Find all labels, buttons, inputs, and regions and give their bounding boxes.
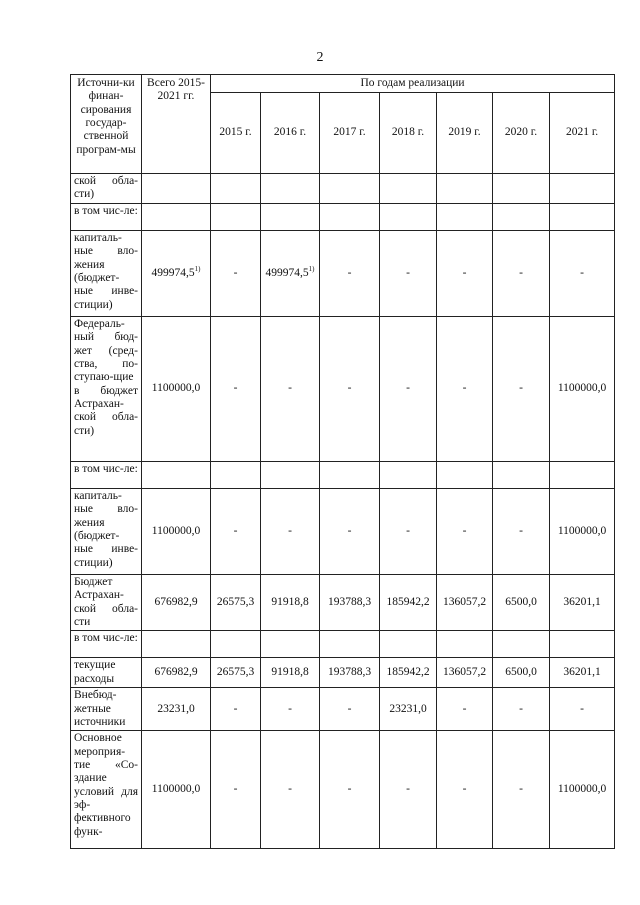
table-row <box>71 317 615 462</box>
financing-table <box>70 74 615 849</box>
year-value: - <box>519 382 523 395</box>
year-value-cell <box>493 489 550 575</box>
year-value-cell <box>550 174 615 204</box>
total-cell <box>142 688 211 731</box>
year-value: - <box>580 702 584 715</box>
year-value: - <box>347 382 352 395</box>
total-cell <box>142 575 211 631</box>
year-value-cell <box>320 631 380 658</box>
year-value-cell <box>211 575 261 631</box>
year-value: 1100000,0 <box>557 783 607 796</box>
source-label: в том чис-ле: <box>71 631 142 658</box>
year-value-cell <box>493 231 550 317</box>
year-value-cell <box>320 575 380 631</box>
source-label: в том чис-ле: <box>71 204 142 231</box>
year-value-cell <box>380 174 437 204</box>
year-value-cell <box>380 489 437 575</box>
year-value: - <box>406 783 410 796</box>
year-value-cell <box>261 489 320 575</box>
year-value-cell <box>493 462 550 489</box>
year-value: - <box>406 382 410 395</box>
header-year: 2017 г. <box>320 93 380 174</box>
source-label: ской обла-сти) <box>71 174 142 204</box>
year-value: - <box>519 702 523 715</box>
year-value: 6500,0 <box>505 595 537 608</box>
year-value-cell <box>320 688 380 731</box>
source-label: капиталь-ные вло-жения (бюджет-ные инве-стиции) <box>71 231 142 317</box>
year-value: 23231,0 <box>389 702 427 715</box>
year-value: - <box>288 783 292 796</box>
year-value-cell <box>261 575 320 631</box>
year-value-cell <box>211 174 261 204</box>
header-source: Источни-ки финан-сирования государ-ственной програм-мы <box>71 75 142 174</box>
year-value-cell <box>550 462 615 489</box>
year-value-cell <box>437 204 493 231</box>
year-value-cell <box>320 658 380 688</box>
year-value-cell <box>380 688 437 731</box>
year-value: - <box>347 524 352 537</box>
year-value-cell <box>211 688 261 731</box>
year-value: 1100000,0 <box>557 382 607 395</box>
year-value-cell <box>211 317 261 462</box>
year-value: - <box>462 266 467 279</box>
year-value-cell <box>261 204 320 231</box>
header-year: 2021 г. <box>550 93 615 174</box>
year-value-cell <box>380 204 437 231</box>
year-value-cell <box>380 731 437 849</box>
year-value-cell <box>493 317 550 462</box>
year-value: 6500,0 <box>505 666 537 679</box>
year-value: 91918,8 <box>271 595 309 608</box>
year-value-cell <box>437 631 493 658</box>
table-row <box>71 631 615 658</box>
year-value-cell <box>550 631 615 658</box>
year-value: - <box>519 266 523 279</box>
year-value-cell <box>380 658 437 688</box>
total-cell <box>142 658 211 688</box>
year-value-cell <box>261 658 320 688</box>
header-year: 2019 г. <box>437 93 493 174</box>
total-cell <box>142 631 211 658</box>
year-value-cell <box>261 462 320 489</box>
year-value-cell <box>211 658 261 688</box>
year-value-cell <box>493 658 550 688</box>
year-value: 193788,3 <box>327 666 372 679</box>
year-value-cell <box>211 462 261 489</box>
year-value-cell <box>437 688 493 731</box>
year-value-cell <box>261 317 320 462</box>
table-row <box>71 462 615 489</box>
table-row <box>71 575 615 631</box>
year-value-cell <box>380 631 437 658</box>
total-cell <box>142 174 211 204</box>
table-row <box>71 174 615 204</box>
year-value-cell <box>320 462 380 489</box>
header-year: 2020 г. <box>493 93 550 174</box>
header-years-group: По годам реализации <box>211 75 615 93</box>
total-value: 499974,5 <box>151 266 195 279</box>
year-value-cell <box>493 204 550 231</box>
total-cell <box>142 204 211 231</box>
header-year: 2016 г. <box>261 93 320 174</box>
year-value-cell <box>320 174 380 204</box>
year-value-cell <box>493 575 550 631</box>
header-year: 2015 г. <box>211 93 261 174</box>
year-value: - <box>462 524 467 537</box>
total-value: 676982,9 <box>154 666 198 679</box>
total-cell <box>142 731 211 849</box>
year-value-cell <box>550 204 615 231</box>
year-value-cell <box>437 575 493 631</box>
year-value-cell <box>211 731 261 849</box>
year-value: 193788,3 <box>327 595 372 608</box>
total-value: 23231,0 <box>157 702 195 715</box>
year-value: 36201,1 <box>563 666 601 679</box>
year-value-cell <box>320 204 380 231</box>
year-value: - <box>347 266 352 279</box>
year-value: 1100000,0 <box>557 524 607 537</box>
year-value-cell <box>550 231 615 317</box>
year-value-cell <box>493 174 550 204</box>
year-value: 136057,2 <box>442 595 487 608</box>
year-value-cell <box>437 489 493 575</box>
year-value-cell <box>380 462 437 489</box>
table-row <box>71 731 615 849</box>
total-cell <box>142 489 211 575</box>
total-value: 1100000,0 <box>151 783 201 796</box>
year-value: - <box>233 702 238 715</box>
year-value: - <box>347 783 352 796</box>
year-value-cell <box>320 317 380 462</box>
table-row <box>71 658 615 688</box>
year-value-cell <box>550 731 615 849</box>
year-value: - <box>519 524 523 537</box>
year-value-cell <box>437 317 493 462</box>
year-value: 136057,2 <box>442 666 487 679</box>
year-value-cell <box>261 631 320 658</box>
source-label: текущие расходы <box>71 658 142 688</box>
total-value: 1100000,0 <box>151 524 201 537</box>
year-value-cell <box>437 174 493 204</box>
year-value-cell <box>437 658 493 688</box>
year-value: - <box>462 783 467 796</box>
year-value: 26575,3 <box>216 666 255 679</box>
year-value: - <box>288 702 292 715</box>
year-value-cell <box>380 317 437 462</box>
year-value-cell <box>493 631 550 658</box>
year-value-cell <box>261 688 320 731</box>
year-value: 36201,1 <box>563 595 601 608</box>
year-value: - <box>347 702 352 715</box>
source-label: Бюджет Астрахан-ской обла-сти <box>71 575 142 631</box>
year-value-cell <box>550 658 615 688</box>
table-row <box>71 204 615 231</box>
year-value: 26575,3 <box>216 595 255 608</box>
year-value-cell <box>550 575 615 631</box>
year-value-cell <box>211 489 261 575</box>
year-value: - <box>406 524 410 537</box>
source-label: в том чис-ле: <box>71 462 142 489</box>
year-value-cell <box>211 204 261 231</box>
year-value-cell <box>437 231 493 317</box>
year-value: - <box>288 524 292 537</box>
year-value-cell <box>320 489 380 575</box>
year-value-cell <box>211 631 261 658</box>
year-value: 499974,5 <box>265 266 309 279</box>
year-value: 185942,2 <box>386 666 430 679</box>
total-value: 1100000,0 <box>151 382 201 395</box>
year-value-cell <box>380 231 437 317</box>
year-value-cell <box>261 731 320 849</box>
footnote-mark: 1) <box>194 265 201 273</box>
year-value: - <box>233 382 238 395</box>
year-value: - <box>233 266 238 279</box>
year-value: - <box>233 783 238 796</box>
year-value: - <box>580 266 584 279</box>
source-label: Внебюд-жетные источники <box>71 688 142 731</box>
year-value: 185942,2 <box>386 595 430 608</box>
year-value: - <box>519 783 523 796</box>
header-total: Всего 2015-2021 гг. <box>142 75 211 174</box>
header-year: 2018 г. <box>380 93 437 174</box>
footnote-mark: 1) <box>308 265 315 273</box>
year-value-cell <box>550 317 615 462</box>
total-cell <box>142 231 211 317</box>
year-value: 91918,8 <box>271 666 309 679</box>
year-value: - <box>462 702 467 715</box>
total-cell <box>142 462 211 489</box>
source-label: капиталь-ные вло-жения (бюджет-ные инве-стиции) <box>71 489 142 575</box>
table-row <box>71 489 615 575</box>
year-value-cell <box>211 231 261 317</box>
year-value-cell <box>550 688 615 731</box>
source-label: Федераль-ный бюд-жет (сред-ства, по-ступаю-щие в бюджет Астрахан-ской обла-сти) <box>71 317 142 462</box>
year-value-cell <box>380 575 437 631</box>
year-value: - <box>233 524 238 537</box>
year-value-cell <box>437 731 493 849</box>
year-value-cell <box>493 688 550 731</box>
year-value: - <box>406 266 410 279</box>
page-number: 2 <box>316 50 324 65</box>
year-value-cell <box>261 231 320 317</box>
year-value-cell <box>320 231 380 317</box>
table-row <box>71 231 615 317</box>
source-label: Основное мероприя-тие «Со-здание условий для эф-фективного функ- <box>71 731 142 849</box>
year-value-cell <box>261 174 320 204</box>
table-row <box>71 688 615 731</box>
total-value: 676982,9 <box>154 595 198 608</box>
year-value: - <box>462 382 467 395</box>
year-value-cell <box>493 731 550 849</box>
year-value-cell <box>320 731 380 849</box>
year-value: - <box>288 382 292 395</box>
year-value-cell <box>437 462 493 489</box>
year-value-cell <box>550 489 615 575</box>
total-cell <box>142 317 211 462</box>
